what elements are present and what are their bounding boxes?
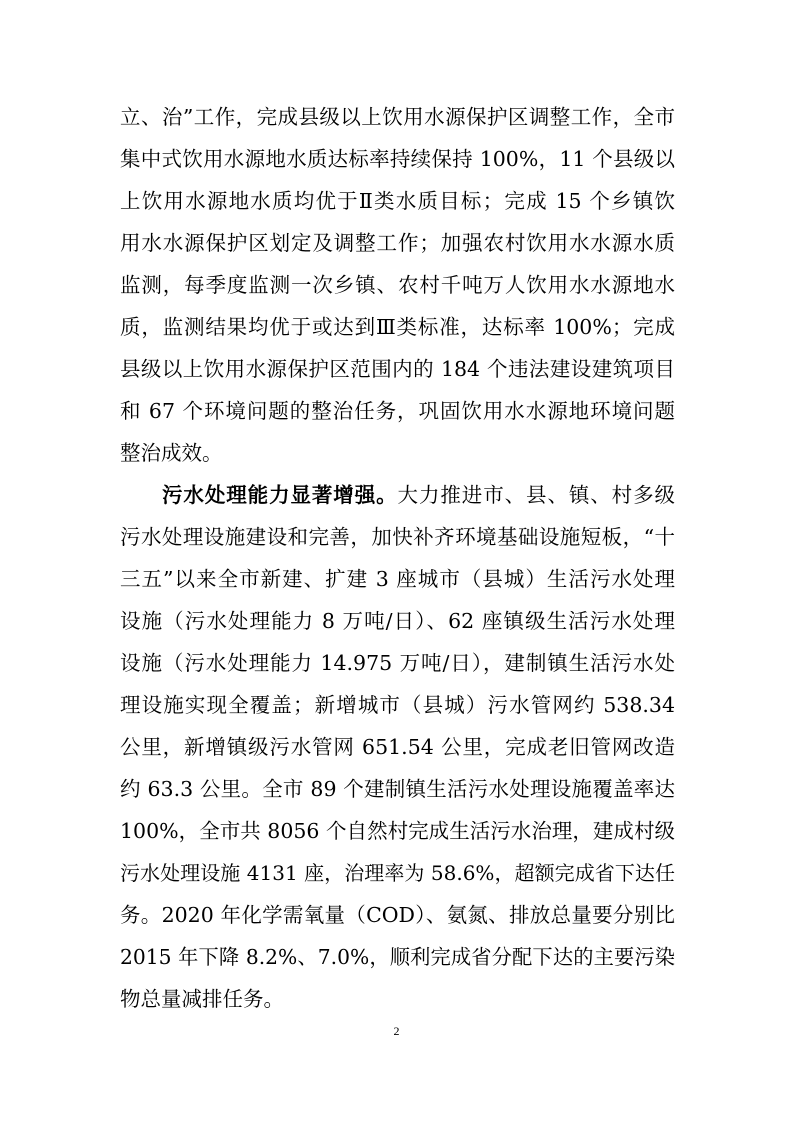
text-line: 公里，新增镇级污水管网 651.54 公里，完成老旧管网改造 (120, 735, 675, 759)
text-line: 理设施实现全覆盖；新增城市（县城）污水管网约 538.34 (120, 693, 675, 717)
text-line: 2015 年下降 8.2%、7.0%，顺利完成省分配下达的主要污染 (120, 945, 675, 969)
text-line: 三五”以来全市新建、扩建 3 座城市（县城）生活污水处理 (120, 567, 675, 591)
text-line: 立、治”工作，完成县级以上饮用水源保护区调整工作，全市 (120, 105, 675, 129)
text-line: 监测，每季度监测一次乡镇、农村千吨万人饮用水水源地水 (120, 273, 675, 297)
text-line: 整治成效。 (120, 441, 223, 465)
text-line: 污水处理设施建设和完善，加快补齐环境基础设施短板，“十 (120, 525, 675, 549)
text-line: 和 67 个环境问题的整治任务，巩固饮用水水源地环境问题 (120, 399, 675, 423)
text-run: 大力推进市、县、镇、村多级 (397, 483, 676, 507)
text-line: 物总量减排任务。 (120, 987, 284, 1011)
text-line: 县级以上饮用水源保护区范围内的 184 个违法建设建筑项目 (120, 357, 675, 381)
text-line: 务。2020 年化学需氧量（COD）、氨氮、排放总量要分别比 (120, 903, 675, 927)
text-line: 质，监测结果均优于或达到Ⅲ类标准，达标率 100%；完成 (120, 315, 675, 339)
text-line: 集中式饮用水源地水质达标率持续保持 100%，11 个县级以 (120, 147, 675, 171)
text-line: 污水处理设施 4131 座，治理率为 58.6%，超额完成省下达任 (120, 861, 675, 885)
text-line: 用水水源保护区划定及调整工作；加强农村饮用水水源水质 (120, 231, 675, 255)
text-line: 设施（污水处理能力 8 万吨/日）、62 座镇级生活污水处理 (120, 609, 675, 633)
paragraph-first-line (162, 475, 675, 515)
paragraph-heading: 污水处理能力显著增强。 (162, 483, 398, 507)
text-line: 约 63.3 公里。全市 89 个建制镇生活污水处理设施覆盖率达 (120, 777, 675, 801)
text-line: 设施（污水处理能力 14.975 万吨/日），建制镇生活污水处 (120, 651, 675, 675)
text-line: 100%，全市共 8056 个自然村完成生活污水治理，建成村级 (120, 819, 675, 843)
text-line: 上饮用水源地水质均优于Ⅱ类水质目标；完成 15 个乡镇饮 (120, 189, 675, 213)
page-number: 2 (393, 1024, 400, 1038)
